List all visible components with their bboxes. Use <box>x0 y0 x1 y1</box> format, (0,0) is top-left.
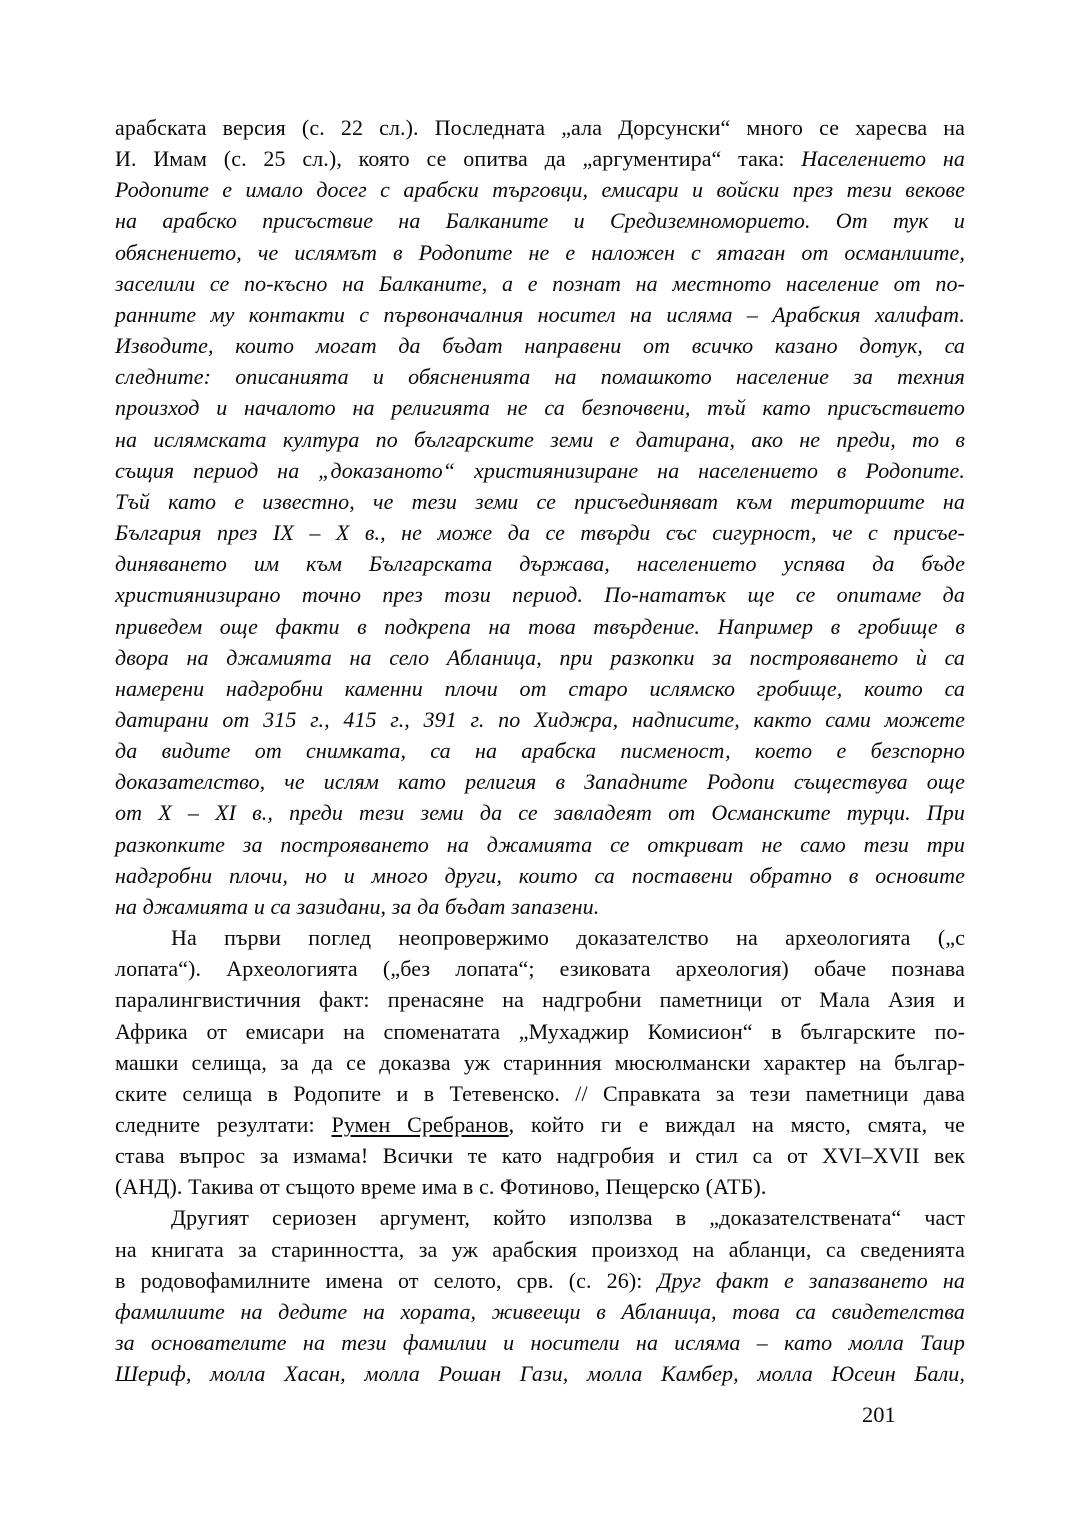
text-segment: надгробни плочи, но и много други, които са поставени обратно в основите <box>115 862 965 888</box>
text-segment: Шериф, молла Хасан, молла Рошан Гази, молла Камбер, молла Юсеин Бали, <box>115 1361 965 1387</box>
text-segment: Изводите, които могат да бъдат направени от всичко казано дотук, са <box>115 333 965 359</box>
text-line <box>115 517 965 548</box>
text-segment: същия период на „доказаното“ християнизиране на населението в Родопите. <box>115 457 965 483</box>
text-line <box>115 424 965 455</box>
text-segment: фамилиите на дедите на хората, живеещи в Абланица, това са свидетелства <box>115 1298 965 1324</box>
text-line <box>115 237 965 268</box>
text-line <box>115 922 965 953</box>
text-segment: на джамията и са зазидани, за да бъдат запазени. <box>115 893 600 919</box>
text-line <box>115 673 965 704</box>
text-segment: обяснението, че ислямът в Родопите не е наложен с ятаган от османлиите, <box>115 239 965 265</box>
text-line <box>115 1327 965 1358</box>
text-line <box>115 891 965 922</box>
text-line <box>115 642 965 673</box>
text-line <box>115 392 965 423</box>
page-number: 201 <box>862 1402 896 1427</box>
text-segment: става въпрос за измама! Всички те като надгробия и стил са от XVI–XVII век <box>115 1143 965 1169</box>
page-text <box>115 112 965 1389</box>
text-segment: Африка от емисари на споменатата „Мухаджир Комисион“ в българските по- <box>115 1018 965 1044</box>
text-segment: лопата“). Археологията („без лопата“; езиковата археология) обаче познава <box>115 956 965 982</box>
text-line <box>115 1171 965 1202</box>
text-line <box>115 548 965 579</box>
text-line <box>115 361 965 392</box>
text-line <box>115 797 965 828</box>
text-segment: на ислямската култура по българските земи е датирана, ако не преди, то в <box>115 426 965 452</box>
text-segment: България през IX – X в., не може да се твърди със сигурност, че с присъе- <box>115 520 965 546</box>
text-line <box>115 611 965 642</box>
text-segment: намерени надгробни каменни плочи от старо ислямско гробище, които са <box>115 675 965 701</box>
text-segment: ранните му контакти с първоначалния носител на исляма – Арабския халифат. <box>115 301 965 327</box>
text-line <box>115 330 965 361</box>
text-segment: машки селища, за да се доказва уж старинния мюсюлмански характер на българ- <box>115 1049 965 1075</box>
text-line <box>115 1358 965 1389</box>
text-line <box>115 829 965 860</box>
underlined-name: Румен Сребранов <box>331 1112 509 1137</box>
text-line <box>115 1202 965 1233</box>
text-segment: На първи поглед неопровержимо доказателство на археологията („с <box>171 925 965 951</box>
text-line <box>115 143 965 174</box>
text-segment: диняването им към Българската държава, населението успява да бъде <box>115 551 965 577</box>
text-segment: заселили се по-късно на Балканите, а е познат на местното население от по- <box>115 270 965 296</box>
text-line <box>115 205 965 236</box>
text-line <box>115 953 965 984</box>
text-line <box>115 486 965 517</box>
text-segment: Друг факт е запазването на <box>657 1267 965 1293</box>
text-line <box>115 860 965 891</box>
text-line <box>115 1234 965 1265</box>
text-segment: доказателство, че ислям като религия в Западните Родопи съществува още <box>115 769 965 795</box>
text-segment: следните: описанията и обясненията на помашкото население за техния <box>115 364 965 390</box>
text-line <box>115 1078 965 1109</box>
text-line <box>115 112 965 143</box>
text-segment: , който ги е виждал на място, смята, че <box>508 1112 965 1137</box>
text-segment: ските селища в Родопите и в Тетевенско. // Справката за тези паметници дава <box>115 1080 965 1106</box>
text-segment: паралингвистичния факт: пренасяне на надгробни паметници от Мала Азия и <box>115 987 965 1013</box>
text-segment: да видите от снимката, са на арабска писменост, което е безспорно <box>115 738 965 764</box>
text-segment: за основателите на тези фамилии и носители на исляма – като молла Таир <box>115 1330 965 1356</box>
text-line <box>115 766 965 797</box>
text-line <box>115 579 965 610</box>
text-line <box>115 1265 965 1296</box>
text-line <box>115 1016 965 1047</box>
text-segment: на книгата за старинността, за уж арабския произход на абланци, са сведенията <box>115 1236 965 1262</box>
text-line <box>115 1047 965 1078</box>
text-segment: арабската версия (с. 22 сл.). Последната „ала Дорсунски“ много се харесва на <box>115 115 965 140</box>
text-segment: в родовофамилните имена от селото, срв. (с. 26): <box>115 1267 658 1293</box>
text-segment: Населението на <box>801 146 965 172</box>
text-segment: на арабско присъствие на Балканите и Средиземноморието. От тук и <box>115 208 965 234</box>
text-line <box>115 735 965 766</box>
text-segment: Родопите е имало досег с арабски търговци, емисари и войски през тези векове <box>115 177 965 203</box>
text-line <box>115 455 965 486</box>
text-segment: приведем още факти в подкрепа на това твърдение. Например в гробище в <box>115 613 965 639</box>
text-segment: Тъй като е известно, че тези земи се присъединяват към териториите на <box>115 488 965 514</box>
text-segment: двора на джамията на село Абланица, при разкопки за построяването ѝ са <box>115 644 965 670</box>
text-segment: произход и началото на религията не са безпочвени, тъй като присъствието <box>115 395 965 421</box>
text-line <box>115 174 965 205</box>
text-line <box>115 984 965 1015</box>
text-segment: следните резултати: <box>115 1112 332 1137</box>
text-line <box>115 1109 965 1140</box>
text-segment: датирани от 315 г., 415 г., 391 г. по Хиджра, надписите, както сами можете <box>115 706 965 732</box>
text-segment: И. Имам (с. 25 сл.), която се опитва да „аргументира“ така: <box>115 146 802 172</box>
text-segment: разкопките за построяването на джамията се откриват не само тези три <box>115 831 965 857</box>
text-line <box>115 1296 965 1327</box>
text-line <box>115 268 965 299</box>
text-line <box>115 1140 965 1171</box>
text-line <box>115 704 965 735</box>
text-segment: християнизирано точно през този период. По-нататък ще се опитаме да <box>115 582 965 608</box>
text-segment: Другият сериозен аргумент, който използва в „доказателствената“ част <box>171 1205 965 1231</box>
text-line <box>115 299 965 330</box>
text-segment: от X – XI в., преди тези земи да се завладеят от Османските турци. При <box>115 800 965 826</box>
text-segment: (АНД). Такива от същото време има в с. Фотиново, Пещерско (АТБ). <box>115 1174 767 1200</box>
